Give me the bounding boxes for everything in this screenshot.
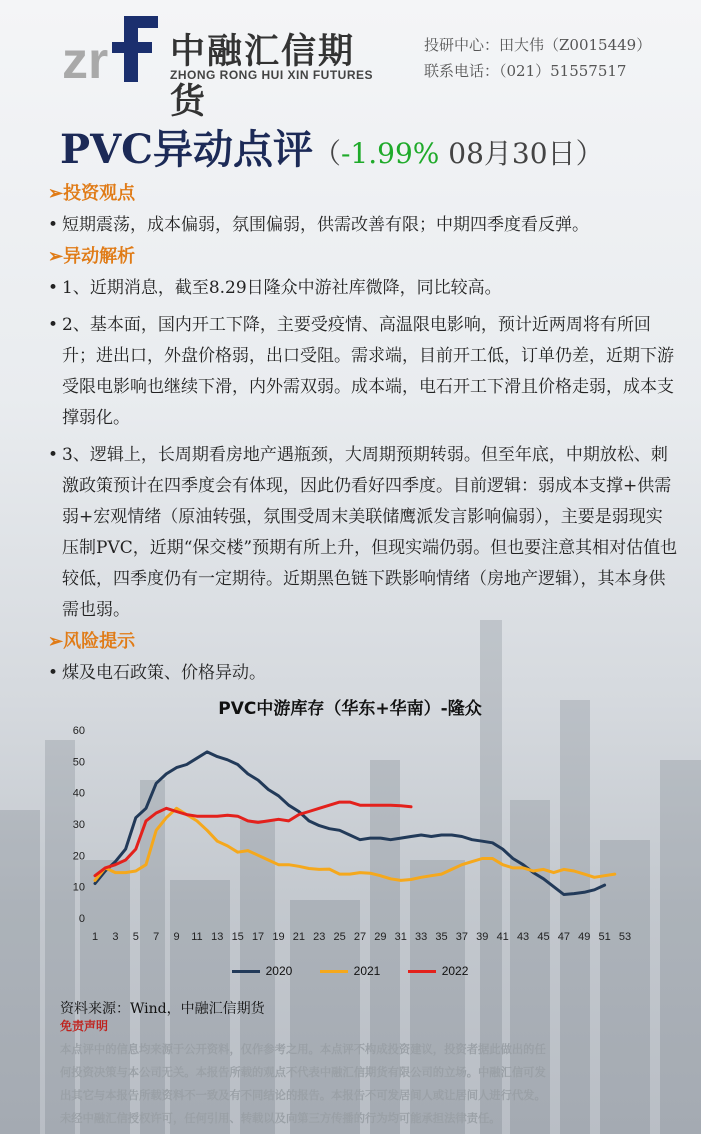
title-change-percent: -1.99% xyxy=(340,137,440,170)
title-paren-close: ） xyxy=(575,137,604,170)
view-item: • 短期震荡，成本偏弱，氛围偏弱，供需改善有限；中期四季度看反弹。 xyxy=(48,210,678,241)
x-tick-label: 51 xyxy=(598,931,611,943)
x-tick-label: 45 xyxy=(537,931,550,943)
x-tick-label: 31 xyxy=(394,931,407,943)
x-tick-label: 17 xyxy=(251,931,265,943)
analysis-item: • 3、逻辑上，长周期看房地产遇瓶颈，大周期预期转弱。但至年底，中期放松、刺激政策预计在四季度会有体现，因此仍看好四季度。目前逻辑：弱成本支撑+供需弱+宏观情绪（原油转强，氛围受周末美联储鹰派发言影响偏弱），主要是弱现实压制PVC，近期“保交楼”预期有所上升，但现实端仍弱。但也要注意其相对估值也较低，四季度仍有一定期待。近期黑色链下跌影响情绪（房地产逻辑），其本身供需也弱。 xyxy=(48,440,678,626)
section-heading-analysis: ➢异动解析 xyxy=(48,246,136,267)
x-tick-label: 43 xyxy=(516,931,530,943)
chart-plot xyxy=(50,718,650,988)
legend-swatch-2021 xyxy=(320,970,348,973)
x-tick-label: 37 xyxy=(455,931,469,943)
disclaimer-line: 本点评中的信息均来源于公开资料，仅作参考之用。本点评不构成投资建议，投资者据此做出的任 xyxy=(60,1043,546,1056)
legend-swatch-2022 xyxy=(408,970,436,973)
analysis-item: • 2、基本面，国内开工下降，主要受疫情、高温限电影响，预计近两周将有所回升；进出口，外盘价格弱，出口受阻。需求端，目前开工低，订单仍差，近期下游受限电影响也继续下滑，内外需双弱。成本端，电石开工下滑且价格走弱，成本支撑弱化。 xyxy=(48,310,678,434)
x-tick-label: 3 xyxy=(112,931,119,943)
disclaimer-line: 未经中融汇信授权许可，任何引用、转载以及向第三方传播的行为均可能承担法律责任。 xyxy=(60,1112,501,1125)
company-logo xyxy=(52,10,382,122)
x-tick-label: 39 xyxy=(476,931,489,943)
x-tick-label: 13 xyxy=(211,931,224,943)
chart-title: PVC中游库存（华东+华南）-隆众 xyxy=(218,699,482,719)
x-tick-label: 9 xyxy=(173,931,180,943)
section-heading-risk: ➢风险提示 xyxy=(48,631,136,652)
risk-item: • 煤及电石政策、价格异动。 xyxy=(48,658,678,689)
x-tick-label: 41 xyxy=(496,931,509,943)
disclaimer-line: 出其它与本报告所载资料不一致及有不同结论的报告。本报告不可发居间人或让居间人进行代发。 xyxy=(60,1089,546,1102)
report-body xyxy=(48,178,678,689)
y-tick-label: 0 xyxy=(78,913,85,925)
x-tick-label: 11 xyxy=(191,931,203,943)
x-tick-label: 19 xyxy=(272,931,285,943)
inventory-chart xyxy=(50,688,650,988)
x-tick-label: 33 xyxy=(415,931,428,943)
x-tick-label: 35 xyxy=(435,931,448,943)
x-tick-label: 53 xyxy=(618,931,632,943)
analysis-item: • 1、近期消息，截至8.29日隆众中游社库微降，同比较高。 xyxy=(48,273,678,304)
legend-item-2020 xyxy=(232,964,293,978)
x-tick-label: 29 xyxy=(374,931,387,943)
chart-legend xyxy=(50,964,650,978)
legend-swatch-2020 xyxy=(232,970,260,973)
legend-item-2021 xyxy=(320,964,381,978)
y-tick-label: 50 xyxy=(72,756,85,769)
section-heading-view: ➢投资观点 xyxy=(48,183,136,204)
zrf-logo-icon xyxy=(62,12,162,88)
y-tick-label: 20 xyxy=(72,850,85,863)
contact-info xyxy=(424,32,651,84)
x-tick-label: 23 xyxy=(313,931,326,943)
y-tick-label: 60 xyxy=(72,725,85,737)
legend-label: 2021 xyxy=(353,964,381,978)
y-tick-label: 10 xyxy=(72,881,85,894)
legend-item-2022 xyxy=(408,964,469,978)
analyst-line: 投研中心：田大伟（Z0015449） xyxy=(424,36,652,54)
disclaimer-title: 免责声明 xyxy=(60,1019,109,1033)
x-tick-label: 21 xyxy=(292,931,305,943)
data-source: 资料来源：Wind，中融汇信期货 xyxy=(60,1001,265,1017)
report-header xyxy=(0,0,701,122)
y-tick-label: 30 xyxy=(72,819,85,831)
legend-label: 2022 xyxy=(441,964,469,978)
y-tick-label: 40 xyxy=(72,787,85,800)
x-tick-label: 47 xyxy=(557,931,570,943)
page-title xyxy=(60,118,604,175)
series-line-2021 xyxy=(95,808,615,880)
disclaimer-line: 何投资决策与本公司无关。本报告所载的观点不代表中融汇信期货有限公司的立场。中融汇信可发 xyxy=(60,1066,546,1079)
svg-text:zr: zr xyxy=(62,32,109,88)
x-tick-label: 27 xyxy=(353,931,367,943)
logo-chinese-name: 中融汇信期货 xyxy=(170,32,356,122)
title-paren-open: （ xyxy=(312,137,341,170)
logo-english-name: ZHONG RONG HUI XIN FUTURES xyxy=(170,68,374,82)
phone-line: 联系电话：（021）51557517 xyxy=(424,62,627,80)
x-tick-label: 5 xyxy=(132,931,139,943)
x-tick-label: 1 xyxy=(91,931,99,943)
title-date: 08月30日 xyxy=(439,137,576,170)
x-tick-label: 7 xyxy=(153,931,160,943)
title-main: PVC异动点评 xyxy=(60,126,313,173)
x-tick-label: 15 xyxy=(231,931,244,943)
disclaimer-text xyxy=(60,1038,650,1130)
x-tick-label: 49 xyxy=(578,931,591,943)
x-tick-label: 25 xyxy=(333,931,346,943)
legend-label: 2020 xyxy=(265,964,293,978)
